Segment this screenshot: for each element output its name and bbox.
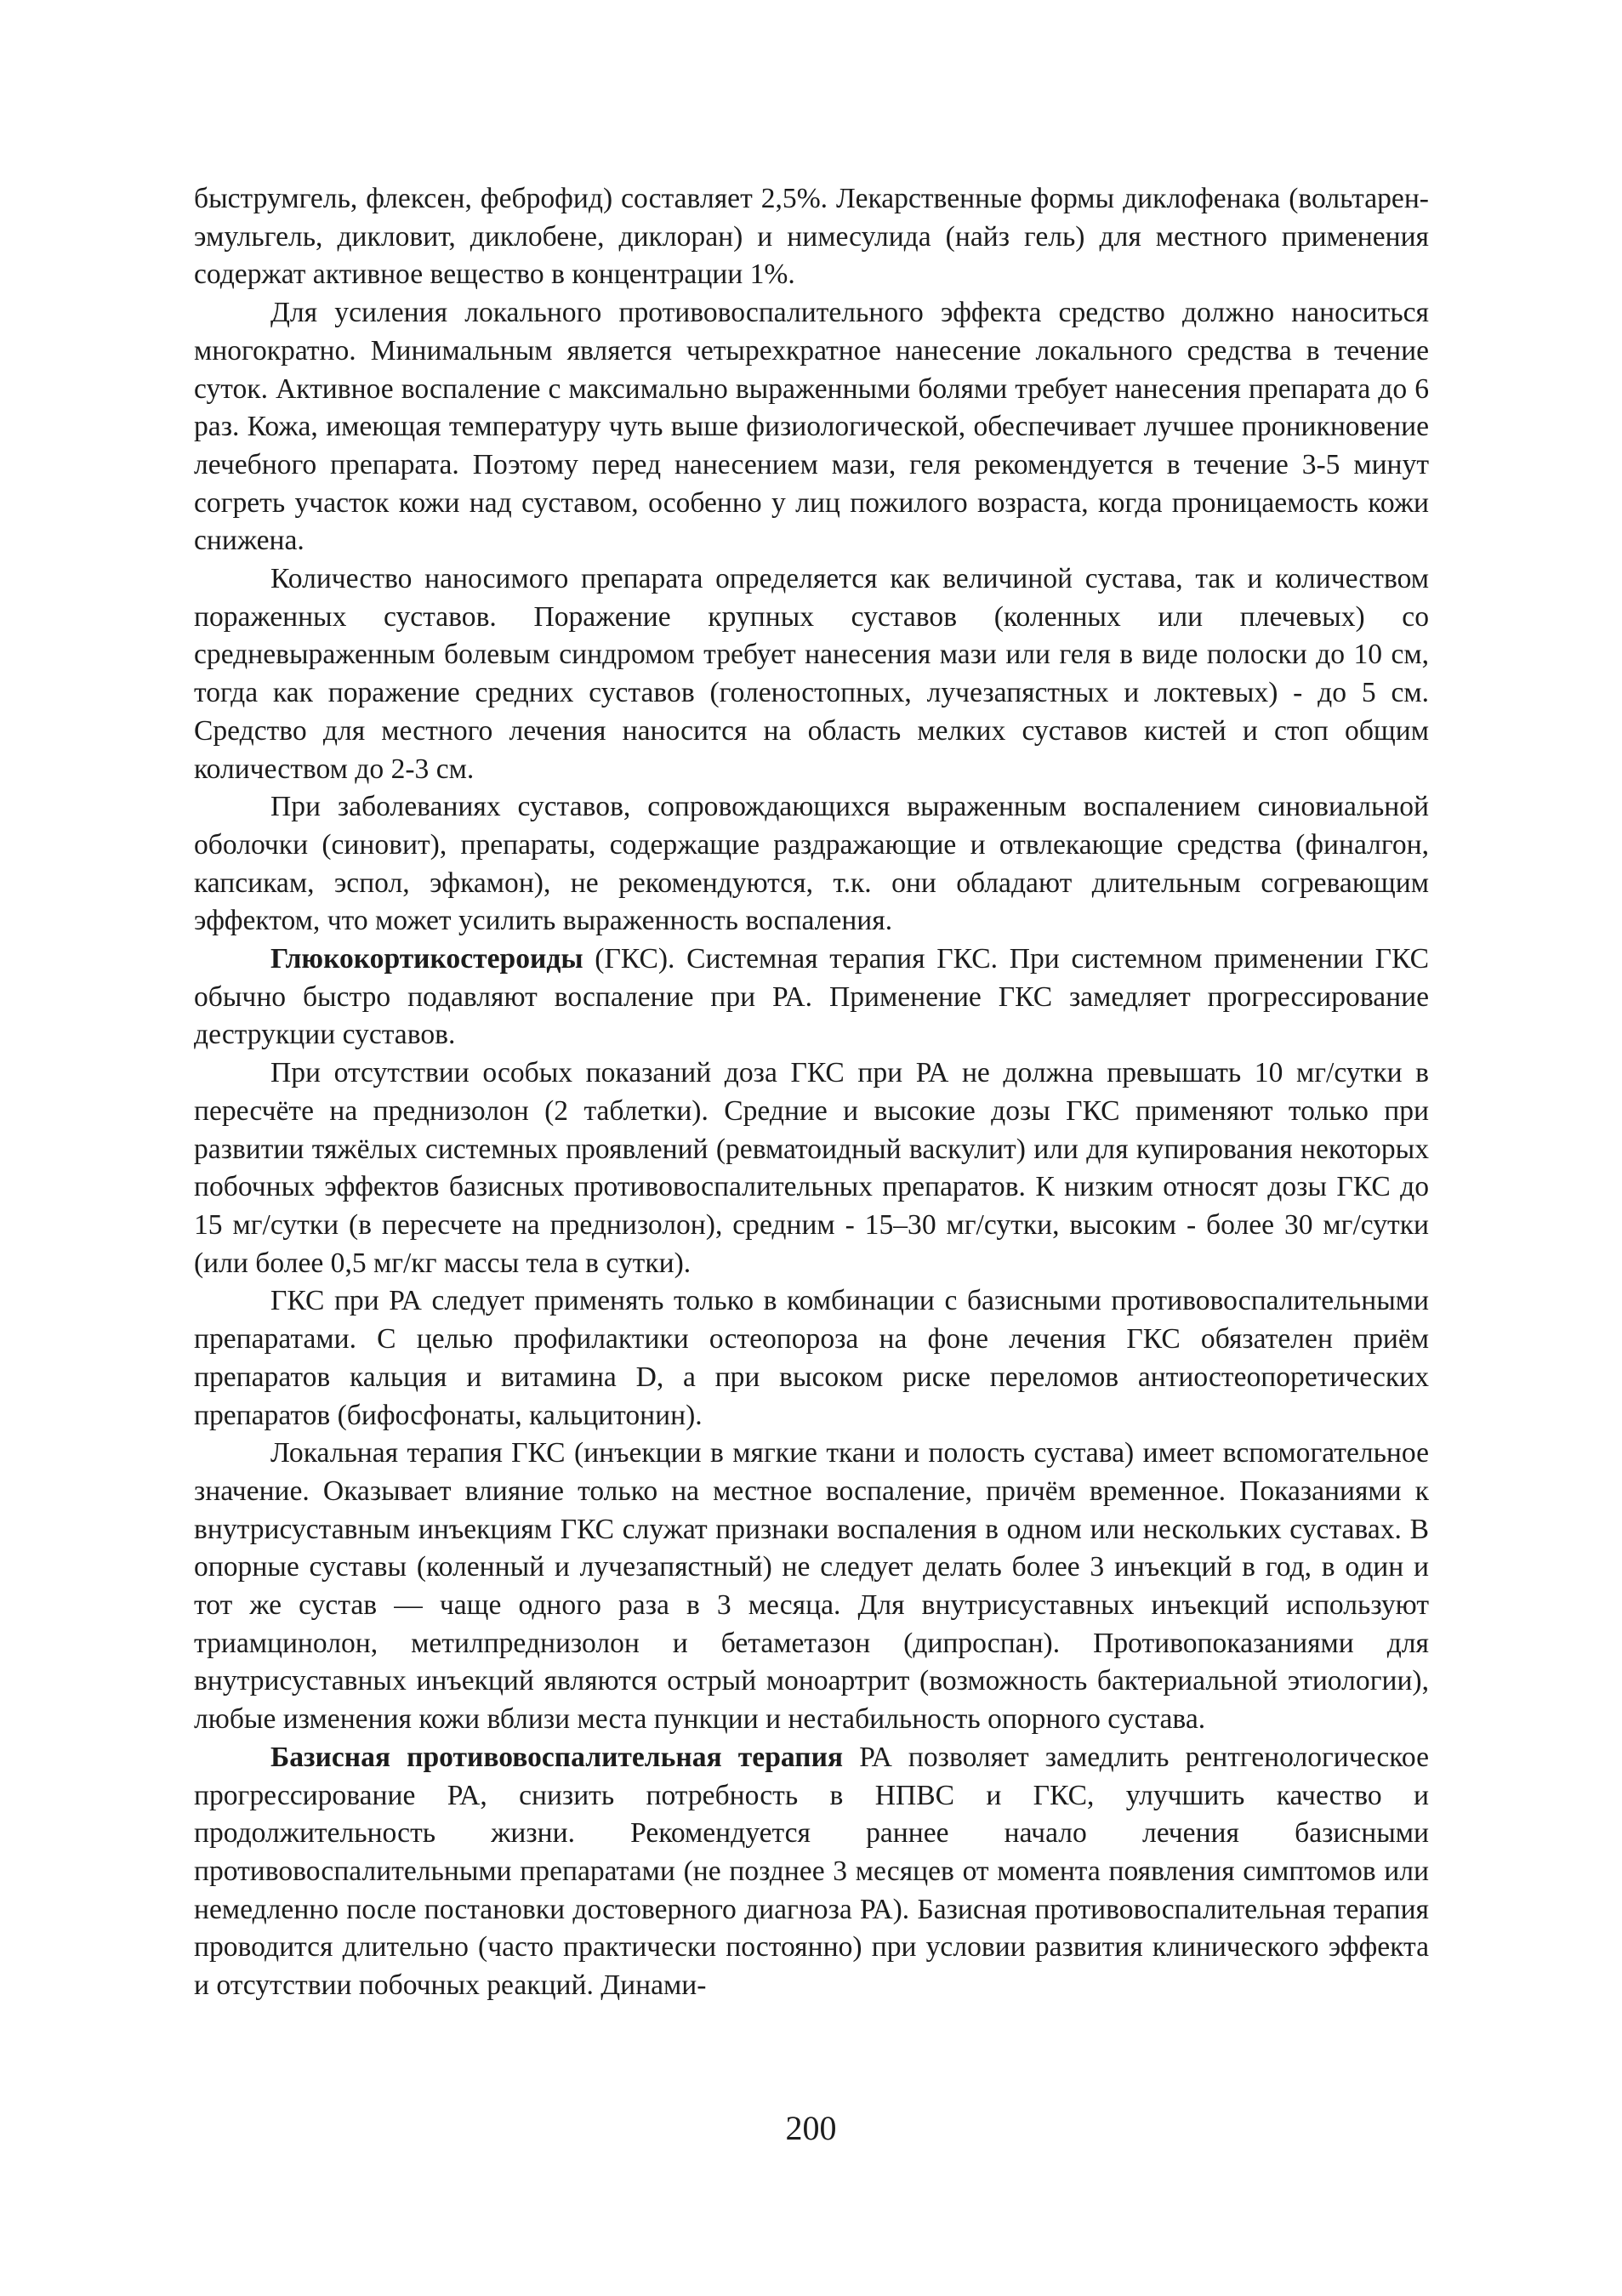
paragraph-5-text: (ГКС). Системная терапия ГКС. При системном применении ГКС обычно быстро подавляют воспаление при РА. Применение ГКС замедляет прогрессирование деструкции суставов. [194,943,1429,1051]
paragraph-4 [194,788,1429,941]
paragraph-5 [194,941,1429,1054]
page-body [194,180,1429,2005]
paragraph-6-text: При отсутствии особых показаний доза ГКС при РА не должна превышать 10 мг/сутки в пересчёте на преднизолон (2 таблетки). Средние и высокие дозы ГКС применяют только при развитии тяжёлых системных проявлений (ревматоидный васкулит) или для купирования некоторых побочных эффектов базисных противовоспалительных препаратов. К низким относят дозы ГКС до 15 мг/сутки (в пересчете на преднизолон), средним - 15–30 мг/сутки, высоким - более 30 мг/сутки (или более 0,5 мг/кг массы тела в сутки). [194,1057,1429,1279]
paragraph-1-text: быструмгель, флексен, феброфид) составляет 2,5%. Лекарственные формы диклофенака (вольтарен-эмульгель, дикловит, диклобене, диклоран) и нимесулида (найз гель) для местного применения содержат активное вещество в концентрации 1%. [194,183,1429,291]
paragraph-9-lead: Базисная противовоспалительная терапия [270,1741,844,1773]
paragraph-2 [194,294,1429,560]
paragraph-7-text: ГКС при РА следует применять только в комбинации с базисными противовоспалительными препаратами. С целью профилактики остеопороза на фоне лечения ГКС обязателен приём препаратов кальция и витамина D, а при высоком риске переломов антиостеопоретических препаратов (бифосфонаты, кальцитонин). [194,1285,1429,1431]
paragraph-3 [194,560,1429,788]
paragraph-7 [194,1282,1429,1435]
paragraph-4-text: При заболеваниях суставов, сопровождающихся выраженным воспалением синовиальной оболочки (синовит), препараты, содержащие раздражающие и отвлекающие средства (финалгон, капсикам, эспол, эфкамон), не рекомендуются, т.к. они обладают длительным согревающим эффектом, что может усилить выраженность воспаления. [194,791,1429,937]
paragraph-3-text: Количество наносимого препарата определяется как величиной сустава, так и количеством пораженных суставов. Поражение крупных суставов (коленных или плечевых) со средневыраженным болевым синдромом требует нанесения мази или геля в виде полоски до 10 см, тогда как поражение средних суставов (голеностопных, лучезапястных и локтевых) - до 5 см. Средство для местного лечения наносится на область мелких суставов кистей и стоп общим количеством до 2-3 см. [194,563,1429,785]
paragraph-8-text: Локальная терапия ГКС (инъекции в мягкие ткани и полость сустава) имеет вспомогательное значение. Оказывает влияние только на местное воспаление, причём временное. Показаниями к внутрисуставным инъекциям ГКС служат признаки воспаления в одном или нескольких суставах. В опорные суставы (коленный и лучезапястный) не следует делать более 3 инъекций в год, в один и тот же сустав — чаще одного раза в 3 месяца. Для внутрисуставных инъекций используют триамцинолон, метилпреднизолон и бетаметазон (дипроспан). Противопоказаниями для внутрисуставных инъекций являются острый моноартрит (возможность бактериальной этиологии), любые изменения кожи вблизи места пункции и нестабильность опорного сустава. [194,1437,1429,1736]
paragraph-1 [194,180,1429,294]
paragraph-8 [194,1435,1429,1739]
paragraph-2-text: Для усиления локального противовоспалительного эффекта средство должно наноситься многократно. Минимальным является четырехкратное нанесение локального средства в течение суток. Активное воспаление с максимально выраженными болями требует нанесения препарата до 6 раз. Кожа, имеющая температуру чуть выше физиологической, обеспечивает лучшее проникновение лечебного препарата. Поэтому перед нанесением мази, геля рекомендуется в течение 3-5 минут согреть участок кожи над суставом, особенно у лиц пожилого возраста, когда проницаемость кожи снижена. [194,297,1429,557]
page-number: 200 [785,2109,837,2147]
paragraph-9 [194,1739,1429,2005]
paragraph-9-text: РА позволяет замедлить рентгенологическое прогрессирование РА, снизить потребность в НПВС и ГКС, улучшить качество и продолжительность жизни. Рекомендуется раннее начало лечения базисными противовоспалительными препаратами (не позднее 3 месяцев от момента появления симптомов или немедленно после постановки достоверного диагноза РА). Базисная противовоспалительная терапия проводится длительно (часто практически постоянно) при условии развития клинического эффекта и отсутствии побочных реакций. Динами- [194,1741,1429,2002]
paragraph-6 [194,1054,1429,1282]
paragraph-5-lead: Глюкокортикостероиды [270,943,583,975]
